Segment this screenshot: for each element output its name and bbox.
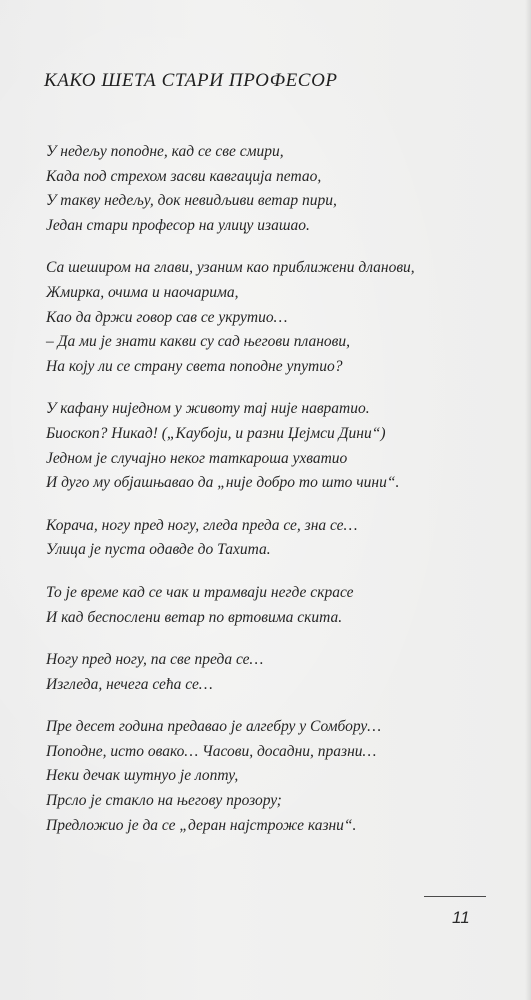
stanza-4 [46,514,516,563]
poem-line: Прсло је стакло на његову прозору; [46,792,282,810]
poem-line: Као да држи говор сав се укрутио… [46,308,288,326]
poem-line: – Да ми је знати какви су сад његови планови, [46,333,350,351]
page-number: 11 [452,908,470,927]
poem-line: Изгледа, нечега сећа се… [46,675,213,693]
poem-line: Када под стрехом засви кавгација петао, [46,167,322,185]
poem-line: У такву недељу, док невидљиви ветар пири, [46,192,337,210]
poem-line: Корача, ногу пред ногу, гледа преда се, зна се… [46,516,358,534]
stanza-7 [46,715,516,838]
poem-body [46,140,516,856]
poem-line: Поподне, исто овако… Часови, досадни, празни… [46,742,377,760]
poem-line: Једном је случајно неког таткароша ухватио [46,449,348,467]
poem-line: Ногу пред ногу, па све преда се… [46,651,264,669]
poem-line: На коју ли се страну света поподне упутио? [46,357,343,375]
poem-line: Један стари професор на улицу изашао. [46,216,310,234]
poem-line: Улица је пуста одавде до Тахита. [46,541,271,559]
stanza-5 [46,581,516,630]
poem-line: У недељу поподне, кад се све смири, [46,143,284,160]
poem-title: КАКО ШЕТА СТАРИ ПРОФЕСОР [44,70,338,91]
poem-line: Предложио је да се „деран најстроже казни“. [46,816,357,834]
poem-line: У кафану ниједном у животу тај није навратио. [46,400,370,418]
poem-line: Са шеширом на глави, узаним као приближени дланови, [46,259,415,277]
poem-line: Жмирка, очима и наочарима, [46,283,239,301]
poem-line: Неки дечак шутнуо је лопту, [46,767,239,785]
page-edge-shadow [525,0,531,1000]
poem-line: И дуго му објашњавао да „није добро то што чини“. [46,474,400,492]
stanza-6 [46,648,516,697]
stanza-3 [46,397,516,495]
footer-rule [424,896,486,897]
stanza-2 [46,256,516,379]
poem-line: И кад беспослени ветар по вртовима скита. [46,608,343,626]
poem-line: Пре десет година предавао је алгебру у Сомбору… [46,718,382,736]
poem-line: То је време кад се чак и трамваји негде скрасе [46,583,354,601]
poem-line: Биоскоп? Никад! („Каубоји, и разни Џејмси Дини“) [46,424,386,442]
stanza-1 [46,140,516,238]
